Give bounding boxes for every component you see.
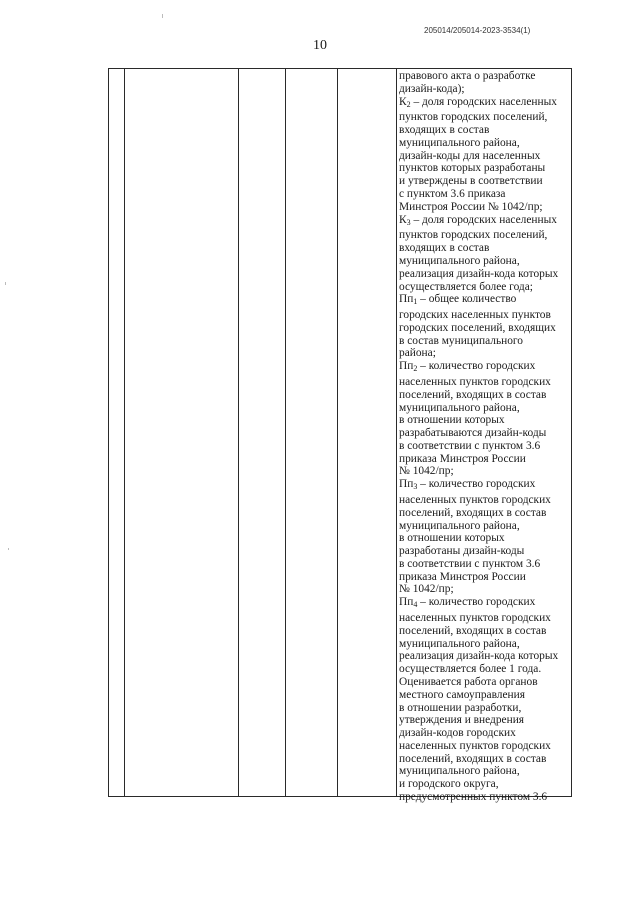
cell-line — [399, 625, 571, 638]
cell-line — [399, 322, 571, 335]
cell-line — [399, 465, 571, 478]
symbol: К — [399, 95, 407, 108]
cell-line-text: муниципального района, — [399, 519, 520, 532]
cell-line-text: и утверждены в соответствии — [399, 175, 543, 188]
cell-line — [399, 360, 571, 376]
column-divider — [337, 68, 338, 797]
cell-line-text: – общее количество — [417, 293, 517, 306]
cell-line — [399, 175, 571, 188]
cell-line — [399, 150, 571, 163]
cell-line — [399, 702, 571, 715]
cell-line — [399, 389, 571, 402]
cell-line-text: дизайн-кода); — [399, 82, 465, 95]
cell-line-text: муниципального района, — [399, 765, 520, 778]
cell-line-text: пунктов городских поселений, — [399, 229, 548, 242]
cell-line-text: пунктов которых разработаны — [399, 162, 546, 175]
cell-line — [399, 507, 571, 520]
cell-line-text: дизайн-коды для населенных — [399, 149, 541, 162]
cell-line-text: утверждения и внедрения — [399, 714, 525, 727]
cell-line — [399, 571, 571, 584]
scan-artifact — [162, 14, 163, 18]
cell-line-text: – количество городских — [417, 360, 536, 373]
cell-line-text: в соответствии с пунктом 3.6 — [399, 557, 541, 570]
scan-artifact — [8, 548, 9, 550]
cell-line-text: Минстроя России № 1042/пр; — [399, 200, 543, 213]
cell-line — [399, 414, 571, 427]
cell-line-text: района; — [399, 347, 436, 360]
cell-line-text: в соответствии с пунктом 3.6 — [399, 439, 541, 452]
cell-line — [399, 440, 571, 453]
cell-line-text: в отношении которых — [399, 532, 505, 545]
cell-line — [399, 583, 571, 596]
cell-line-text: Оценивается работа органов — [399, 675, 538, 688]
cell-line-text: в состав муниципального — [399, 334, 524, 347]
cell-line — [399, 638, 571, 651]
cell-line-text: разработаны дизайн-коды — [399, 545, 525, 558]
cell-line — [399, 124, 571, 137]
cell-line — [399, 714, 571, 727]
cell-line — [399, 214, 571, 230]
cell-line-text: приказа Минстроя России — [399, 570, 526, 583]
cell-line — [399, 494, 571, 507]
cell-line-text: в отношении разработки, — [399, 701, 522, 714]
cell-line — [399, 545, 571, 558]
cell-line — [399, 335, 571, 348]
cell-line — [399, 111, 571, 124]
cell-line — [399, 740, 571, 753]
cell-line-text: пунктов городских поселений, — [399, 111, 548, 124]
cell-line-text: населенных пунктов городских — [399, 612, 551, 625]
cell-line-text: реализация дизайн-кода которых — [399, 650, 559, 663]
cell-line-text: поселений, входящих в состав — [399, 624, 547, 637]
cell-line-text: местного самоуправления — [399, 688, 525, 701]
cell-line — [399, 201, 571, 214]
column-divider — [238, 68, 239, 797]
symbol: К — [399, 213, 407, 226]
cell-line — [399, 753, 571, 766]
cell-line-text: предусмотренных пунктом 3.6 — [399, 790, 548, 803]
cell-line-text: правового акта о разработке — [399, 70, 536, 82]
column-divider — [396, 68, 397, 797]
document-id: 205014/205014-2023-3534(1) — [424, 26, 531, 35]
symbol: Пп — [399, 360, 414, 373]
cell-line-text: муниципального района, — [399, 637, 520, 650]
cell-line — [399, 791, 571, 804]
cell-line-text: городских населенных пунктов — [399, 309, 551, 322]
cell-line — [399, 663, 571, 676]
cell-line-text: – доля городских населенных — [410, 95, 557, 108]
cell-line-text: с пунктом 3.6 приказа — [399, 188, 506, 201]
cell-line-text: населенных пунктов городских — [399, 494, 551, 506]
cell-line-text: – количество городских — [417, 596, 536, 609]
cell-line — [399, 520, 571, 533]
cell-line-text: № 1042/пр; — [399, 465, 454, 478]
table-cell-text — [399, 70, 571, 804]
cell-line-text: муниципального района, — [399, 254, 520, 267]
cell-line — [399, 96, 571, 112]
symbol: Пп — [399, 596, 414, 609]
symbol: Пп — [399, 478, 414, 491]
cell-line — [399, 402, 571, 415]
symbol-subscript: 3 — [406, 217, 411, 227]
cell-line — [399, 612, 571, 625]
cell-line — [399, 188, 571, 201]
cell-line — [399, 558, 571, 571]
symbol-subscript: 2 — [413, 364, 418, 374]
cell-line — [399, 281, 571, 294]
cell-line — [399, 70, 571, 83]
cell-line-text: входящих в состав — [399, 242, 490, 255]
scan-artifact — [5, 282, 6, 285]
cell-line — [399, 650, 571, 663]
cell-line-text: разрабатываются дизайн-коды — [399, 427, 547, 440]
symbol-subscript: 1 — [413, 297, 418, 307]
cell-line — [399, 293, 571, 309]
cell-line — [399, 478, 571, 494]
cell-line — [399, 453, 571, 466]
cell-line-text: городских поселений, входящих — [399, 321, 556, 334]
cell-line-text: и городского округа, — [399, 778, 499, 791]
cell-line-text: – количество городских — [417, 478, 536, 491]
cell-line-text: муниципального района, — [399, 401, 520, 414]
cell-line-text: поселений, входящих в состав — [399, 752, 547, 765]
cell-line — [399, 765, 571, 778]
column-divider — [124, 68, 125, 797]
cell-line-text: населенных пунктов городских — [399, 739, 551, 752]
cell-line-text: осуществляется более года; — [399, 280, 533, 293]
cell-line — [399, 689, 571, 702]
cell-line-text: № 1042/пр; — [399, 583, 454, 596]
cell-line-text: дизайн-кодов городских — [399, 727, 516, 740]
cell-line — [399, 255, 571, 268]
cell-line — [399, 242, 571, 255]
symbol: Пп — [399, 293, 414, 306]
column-divider — [285, 68, 286, 797]
symbol-subscript: 2 — [406, 99, 411, 109]
cell-line-text: – доля городских населенных — [410, 213, 557, 226]
symbol-subscript: 3 — [413, 482, 418, 492]
cell-line — [399, 376, 571, 389]
cell-line — [399, 347, 571, 360]
cell-line — [399, 162, 571, 175]
cell-line-text: поселений, входящих в состав — [399, 388, 547, 401]
cell-line-text: населенных пунктов городских — [399, 375, 551, 388]
cell-line — [399, 309, 571, 322]
cell-line-text: входящих в состав — [399, 124, 490, 137]
cell-line-text: осуществляется более 1 года. — [399, 663, 542, 676]
page-number: 10 — [313, 38, 327, 53]
cell-line — [399, 83, 571, 96]
cell-line — [399, 778, 571, 791]
cell-line — [399, 427, 571, 440]
cell-line — [399, 532, 571, 545]
cell-line — [399, 596, 571, 612]
cell-line-text: приказа Минстроя России — [399, 452, 526, 465]
cell-line — [399, 137, 571, 150]
cell-line-text: поселений, входящих в состав — [399, 506, 547, 519]
cell-line-text: в отношении которых — [399, 414, 505, 427]
cell-line — [399, 268, 571, 281]
cell-line-text: реализация дизайн-кода которых — [399, 267, 559, 280]
cell-line — [399, 676, 571, 689]
cell-line-text: муниципального района, — [399, 136, 520, 149]
cell-line — [399, 727, 571, 740]
cell-line — [399, 229, 571, 242]
symbol-subscript: 4 — [413, 600, 418, 610]
